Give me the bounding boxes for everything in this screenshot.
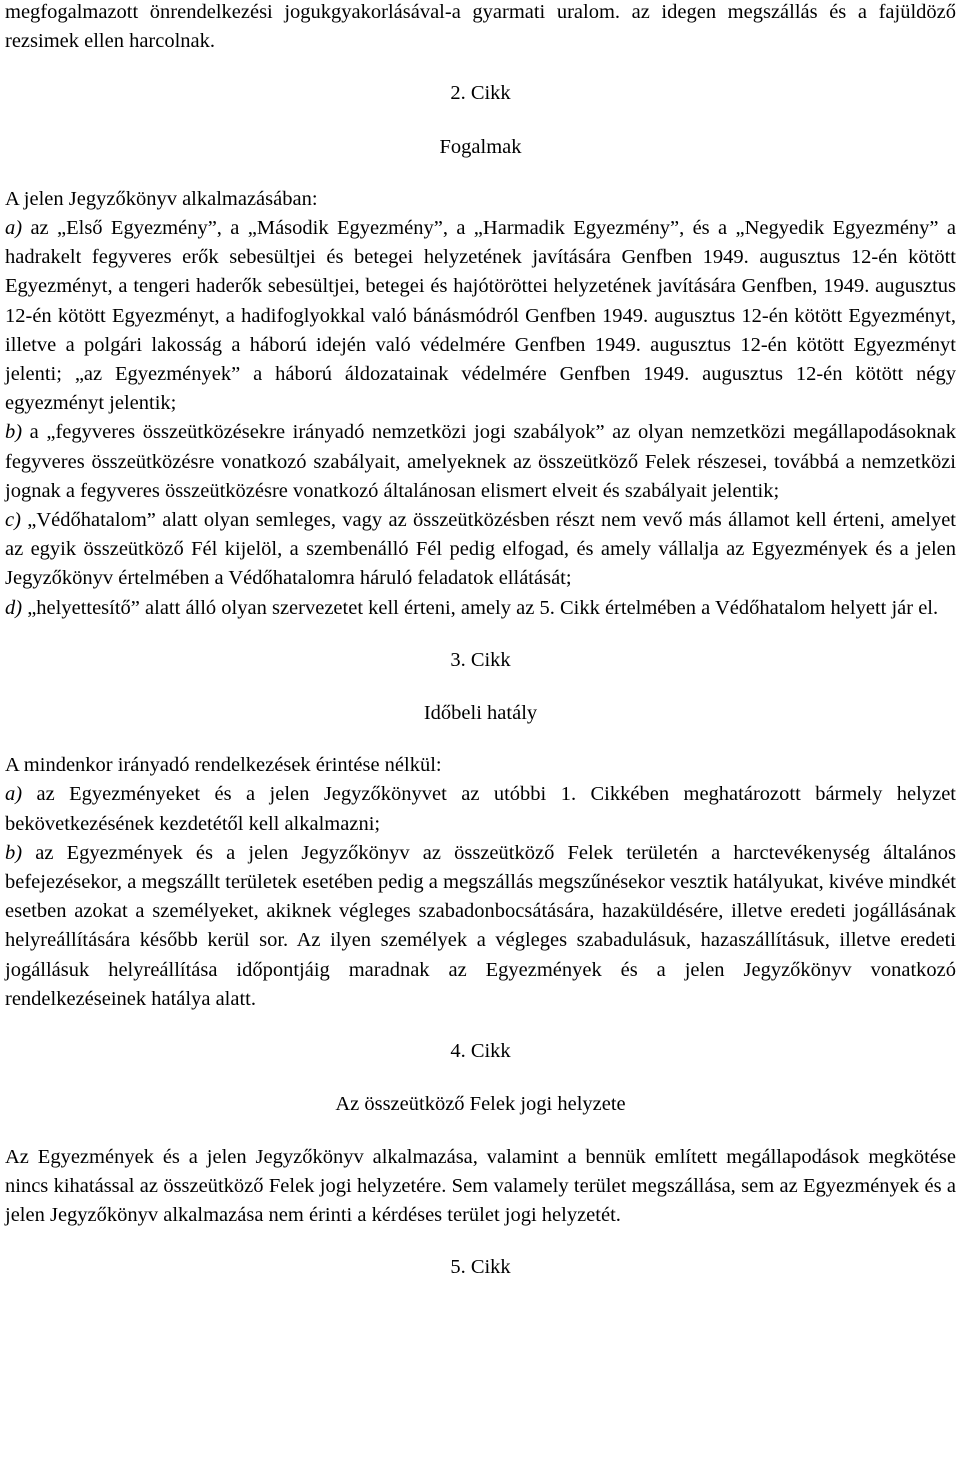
item-text: „Védőhatalom” alatt olyan semleges, vagy az összeütközésben részt nem vevő más államot kell érteni, amelyet az egyik összeütköző Fél kijelöl, a szembenálló Fél pedig elfogad, és amely vállalja az Egyezmények és a jelen Jegyzőkönyv értelmében a Védőhatalomra háruló feladatok ellátását; bbox=[5, 509, 956, 590]
article-2-lead: A jelen Jegyzőkönyv alkalmazásában: bbox=[5, 187, 318, 210]
article-2-item-b bbox=[5, 418, 956, 506]
intro-paragraph: megfogalmazott önrendelkezési jogukgyakorlásával-a gyarmati uralom. az idegen megszállás és a fajüldöző rezsimek ellen harcolnak. bbox=[5, 1, 956, 53]
article-4-title: Az összeütköző Felek jogi helyzete bbox=[335, 1093, 626, 1116]
article-2-title: Fogalmak bbox=[439, 135, 522, 158]
item-label: d) bbox=[5, 596, 23, 619]
article-3-lead: A mindenkor irányadó rendelkezések érintése nélkül: bbox=[5, 754, 442, 777]
item-text: az Egyezményeket és a jelen Jegyzőkönyvet az utóbbi 1. Cikkében meghatározott bármely helyzet bekövetkezésének kezdetétől kell alkalmazni; bbox=[5, 783, 956, 835]
article-3-number: 3. Cikk bbox=[450, 648, 511, 671]
article-5-number: 5. Cikk bbox=[450, 1256, 511, 1279]
spacer bbox=[5, 162, 956, 185]
spacer bbox=[5, 1120, 956, 1143]
spacer bbox=[5, 623, 956, 646]
item-label: b) bbox=[5, 841, 23, 864]
article-2-number: 2. Cikk bbox=[450, 82, 511, 105]
article-4-number: 4. Cikk bbox=[450, 1040, 511, 1063]
spacer bbox=[5, 56, 956, 79]
article-2-item-a bbox=[5, 214, 956, 418]
item-label: c) bbox=[5, 509, 21, 532]
item-text: az Egyezmények és a jelen Jegyzőkönyv az összeütköző Felek területén a harctevékenység általános befejezésekor, a megszállt területek esetében pedig a megszállás megszűnésekor vesztik hatályukat, kivéve mindkét esetben azokat a személyeket, akiknek végleges szabadonbocsátására, hazaküldésére, illetve eredeti jogállásának helyreállítására később kerül sor. Az ilyen személyek a végleges szabadulásuk, hazaszállításuk, illetve eredeti jogállásuk helyreállítása időpontjáig maradnak az Egyezmények és a jelen Jegyzőkönyv vonatkozó rendelkezéseinek hatálya alatt. bbox=[5, 841, 956, 1010]
article-2-item-c bbox=[5, 506, 956, 594]
spacer bbox=[5, 1066, 956, 1090]
article-3-item-a bbox=[5, 780, 956, 838]
spacer bbox=[5, 728, 956, 751]
spacer bbox=[5, 109, 956, 133]
article-3-item-b bbox=[5, 839, 956, 1014]
document-page bbox=[5, 0, 956, 1282]
spacer bbox=[5, 1014, 956, 1037]
spacer bbox=[5, 1230, 956, 1253]
item-label: b) bbox=[5, 421, 23, 444]
item-label: a) bbox=[5, 783, 23, 806]
article-2-item-d bbox=[5, 594, 956, 623]
article-3-title: Időbeli hatály bbox=[423, 702, 538, 725]
article-4-body: Az Egyezmények és a jelen Jegyzőkönyv alkalmazása, valamint a bennük említett megállapodások megkötése nincs kihatással az összeütköző Felek jogi helyzetére. Sem valamely terület megszállása, sem az Egyezmények és a jelen Jegyzőkönyv alkalmazása nem érinti a kérdéses terület jogi helyzetét. bbox=[5, 1145, 956, 1226]
item-text: „helyettesítő” alatt álló olyan szervezetet kell érteni, amely az 5. Cikk értelmében a Védőhatalom helyett jár el. bbox=[22, 596, 939, 619]
item-text: a „fegyveres összeütközésekre irányadó nemzetközi jogi szabályok” az olyan nemzetközi megállapodásoknak fegyveres összeütközésre vonatkozó szabályait, amelyeknek az összeütköző Felek részesei, továbbá a nemzetközi jognak a fegyveres összeütközésre vonatkozó általánosan elismert elveit és szabályait jelentik; bbox=[5, 421, 956, 502]
item-label: a) bbox=[5, 217, 23, 240]
spacer bbox=[5, 675, 956, 699]
item-text: az „Első Egyezmény”, a „Második Egyezmény”, a „Harmadik Egyezmény”, és a „Negyedik Egyezmény” a hadrakelt fegyveres erők sebesültjei és betegei helyzetének javítására Genfben 1949. augusztus 12-én kötött Egyezményt, a tengeri haderők sebesültjei, betegei és hajótöröttei helyzetének javítására Genfben, 1949. augusztus 12-én kötött Egyezményt, a hadifoglyokkal való bánásmódról Genfben 1949. augusztus 12-én kötött Egyezményt, illetve a polgári lakosság a háború idején való védelmére Genfben 1949. augusztus 12-én kötött Egyezményt jelenti; „az Egyezmények” a háború áldozatainak védelmére Genfben 1949. augusztus 12-én kötött négy egyezményt jelentik; bbox=[5, 217, 956, 415]
